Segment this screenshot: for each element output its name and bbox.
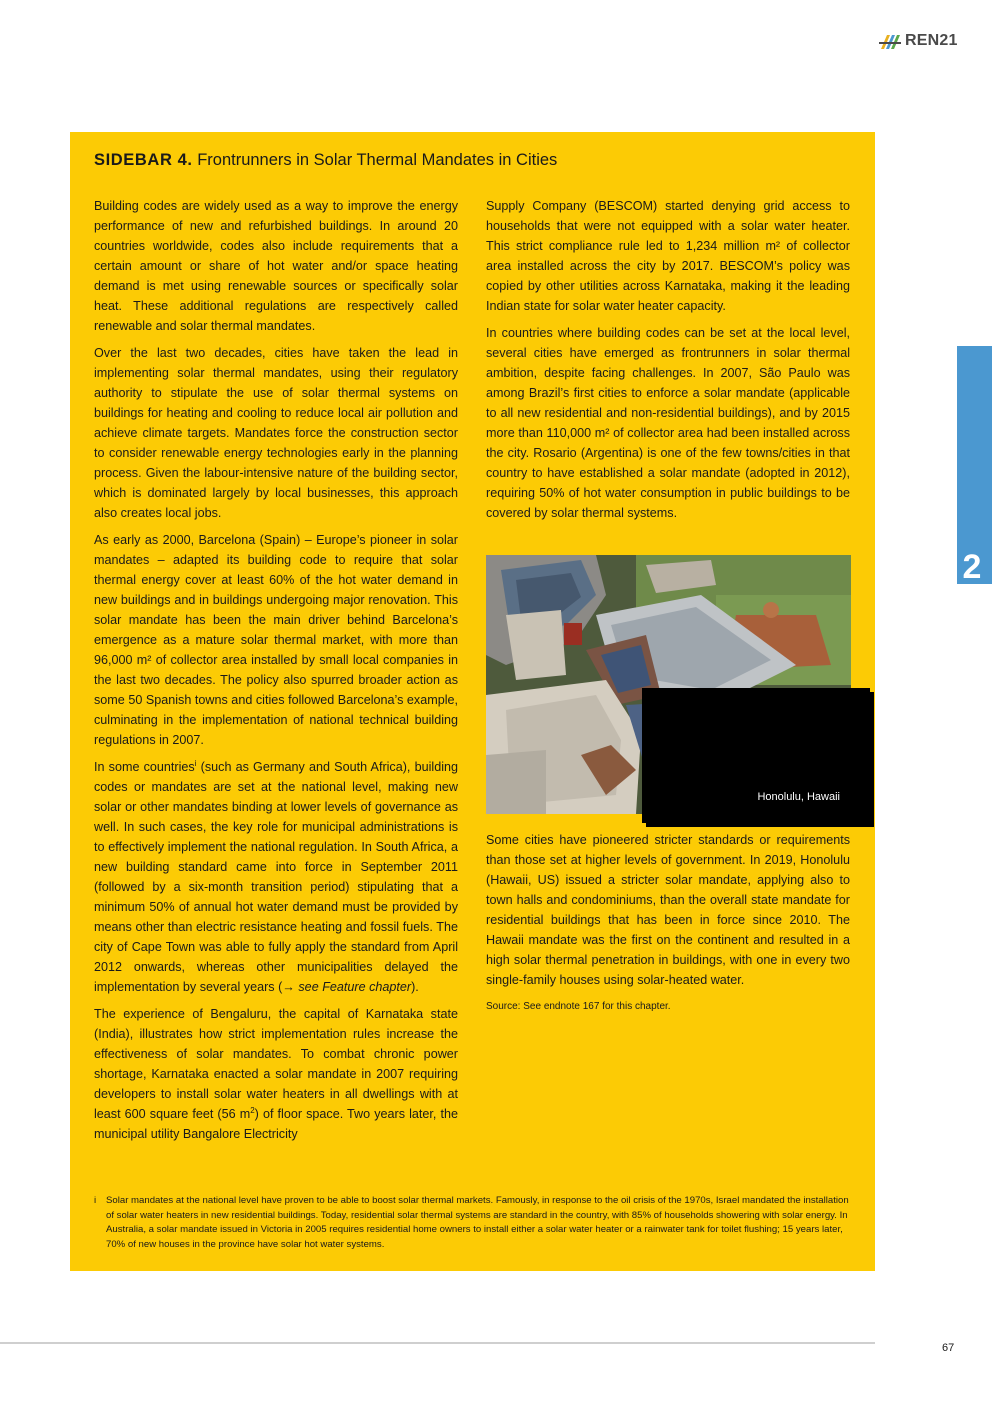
sidebar-heading: Frontrunners in Solar Thermal Mandates in Cities	[197, 151, 558, 169]
sidebar-box	[70, 132, 875, 1271]
paragraph-text: ) of floor space. Two years later, the municipal utility Bangalore Electricity	[94, 1107, 458, 1141]
arrow-icon: →	[282, 980, 295, 994]
paragraph: Building codes are widely used as a way to improve the energy performance of new and refurbished buildings. In around 20 countries worldwide, codes also include requirements that a certain amount or share of hot water and/or space heating demand is met using renewable sources or specifically solar heat. These additional regulations are respectively called renewable and solar thermal mandates.	[94, 199, 458, 333]
right-column-bottom	[486, 830, 850, 1021]
bottom-rule	[0, 1342, 875, 1344]
footnote	[94, 1194, 854, 1252]
ren21-logo	[879, 30, 961, 52]
footnote-mark: i	[94, 1195, 97, 1206]
photo-caption: Honolulu, Hawaii	[757, 791, 840, 803]
paragraph-text: In some countries	[94, 760, 195, 774]
paragraph	[94, 1004, 458, 1144]
footnote-ref: i	[194, 758, 197, 768]
paragraph: Over the last two decades, cities have taken the lead in implementing solar thermal mandates, using their regulatory authority to stipulate the use of solar thermal systems on buildings for heating and cooling to reduce local air pollution and achieve climate targets. Mandates force the construction sector to consider renewable energy technologies early in the planning process. Given the labour-intensive nature of the building sector, which is dominated largely by local businesses, this approach also creates local jobs.	[94, 346, 458, 520]
photo-caption-box	[642, 688, 870, 823]
paragraph-text: (such as Germany and South Africa), building codes or mandates are set at the national level, making new solar or other mandates binding at lower levels of governance as well. In such cases, the key role for municipal administrations is to effectively implement the national regulation. In South Africa, a new building standard came into force in September 2011 (followed by a six-month transition period) stipulating that a minimum 50% of annual hot water demand must be provided by means other than electric resistance heating and fossil fuels. The city of Cape Town was able to fully apply the standard from April 2012 onwards, whereas other municipalities delayed the implementation by several years (	[94, 760, 458, 994]
page-number: 67	[942, 1342, 955, 1354]
paragraph: In countries where building codes can be set at the local level, several cities have emerged as frontrunners in solar thermal ambition, despite facing challenges. In 2007, São Paulo was among Brazil’s first cities to enforce a solar mandate (applicable to all new residential and non-residential buildings), and by 2015 more than 110,000 m² of collector area had been installed across the city. Rosario (Argentina) is one of the few towns/cities in that country to have established a solar mandate (adopted in 2012), requiring 50% of hot water consumption in public buildings to be covered by solar thermal systems.	[486, 326, 850, 520]
chapter-number: 2	[962, 548, 982, 586]
paragraph-text: ).	[411, 980, 419, 994]
paragraph	[94, 757, 458, 997]
source-note: Source: See endnote 167 for this chapter.	[486, 1001, 671, 1012]
sidebar-title	[94, 151, 557, 170]
paragraph: Some cities have pioneered stricter standards or requirements than those set at higher levels of government. In 2019, Honolulu (Hawaii, US) issued a stricter solar mandate, applying also to town halls and condominiums, than the overall state mandate for residential buildings that has been in force since 2010. The Hawaii mandate was the first on the continent and resulted in a high solar thermal penetration in buildings, with one in every two single-family houses using solar-heated water.	[486, 833, 850, 987]
logo-text: REN21	[905, 32, 958, 49]
sidebar-label: SIDEBAR 4.	[94, 151, 193, 169]
superscript: 2	[250, 1105, 255, 1115]
ren21-logo-icon	[879, 31, 901, 51]
footnote-text: Solar mandates at the national level have proven to be able to boost solar thermal markets. Famously, in response to the oil crisis of the 1970s, Israel mandated the installation of solar water heaters in new residential buildings. Today, residential solar thermal systems are standard in the country, with 85% of households showering with solar energy. In Australia, a solar mandate issued in Victoria in 2005 requires residential home owners to install either a solar water heater or a rainwater tank for toilet flushing; 15 years later, 70% of new houses in the province have solar hot water systems.	[106, 1195, 849, 1250]
paragraph-text: The experience of Bengaluru, the capital of Karnataka state (India), illustrates how strict implementation rules increase the effectiveness of solar mandates. To combat chronic power shortage, Karnataka enacted a solar mandate in 2007 requiring developers to install solar water heaters in all dwellings with at least 600 square feet (56 m	[94, 1007, 458, 1121]
cross-reference-link[interactable]: see Feature chapter	[294, 980, 412, 994]
paragraph: As early as 2000, Barcelona (Spain) – Europe’s pioneer in solar mandates – adapted its building code to require that solar thermal energy cover at least 60% of the hot water demand in new buildings and in buildings undergoing major renovation. This solar mandate has been the main driver behind Barcelona’s emergence as a mature solar thermal market, with more than 96,000 m² of collector area installed by small local companies in the last two decades. The policy also spurred broader action as some 50 Spanish towns and cities followed Barcelona’s example, culminating in the implementation of national technical building regulations in 2007.	[94, 533, 458, 747]
right-column-top	[486, 196, 850, 530]
left-column	[94, 196, 458, 1151]
paragraph: Supply Company (BESCOM) started denying grid access to households that were not equipped with a solar water heater. This strict compliance rule led to 1,234 million m² of collector area installed across the city by 2017. BESCOM’s policy was copied by other utilities across Karnataka, making it the leading Indian state for solar water heater capacity.	[486, 199, 850, 313]
